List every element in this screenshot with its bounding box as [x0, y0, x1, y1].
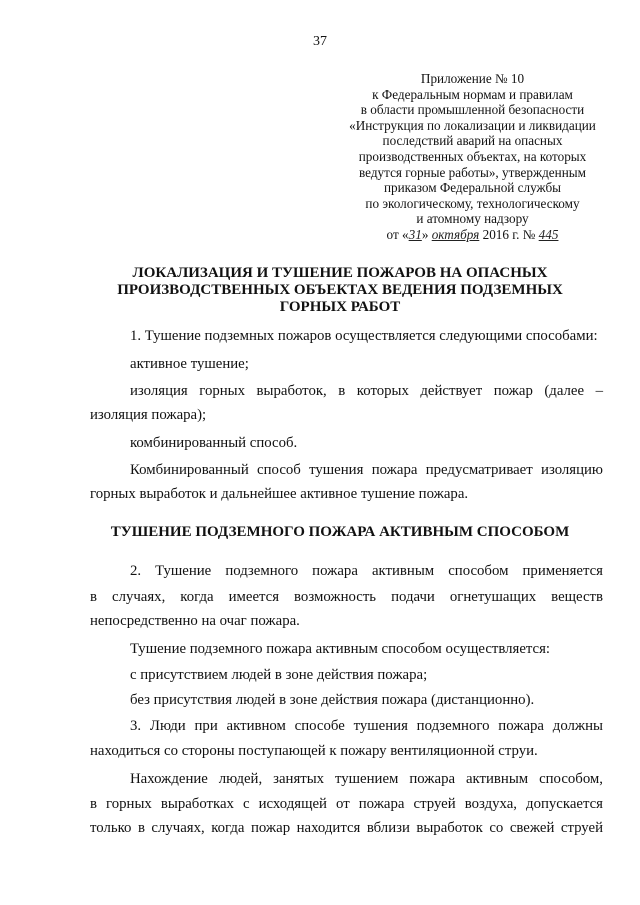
- list-item-without-people: без присутствия людей в зоне действия пожара (дистанционно).: [130, 692, 535, 708]
- appendix-line: последствий аварий на опасных: [382, 133, 563, 149]
- appendix-header: [340, 71, 605, 243]
- list-item-with-people: с присутствием людей в зоне действия пожара;: [130, 667, 428, 683]
- title-line: ЛОКАЛИЗАЦИЯ И ТУШЕНИЕ ПОЖАРОВ НА ОПАСНЫХ: [132, 265, 548, 281]
- appendix-line: к Федеральным нормам и правилам: [372, 86, 573, 102]
- paragraph-1: 1. Тушение подземных пожаров осуществляется следующими способами:: [130, 328, 598, 344]
- appendix-line: производственных объектах, на которых: [358, 148, 587, 164]
- title-line: ГОРНЫХ РАБОТ: [279, 299, 401, 315]
- appendix-line: по экологическому, технологическому: [365, 195, 580, 211]
- date-prefix: от «: [386, 226, 409, 242]
- appendix-line: ведутся горные работы», утвержденным: [359, 164, 586, 180]
- list-item-isolation-line-2: изоляция пожара);: [90, 407, 207, 423]
- paragraph-active-methods: Тушение подземного пожара активным способом осуществляется:: [130, 641, 551, 657]
- appendix-line: и атомному надзору: [416, 211, 529, 227]
- appendix-date-line: [340, 227, 605, 243]
- appendix-line: в области промышленной безопасности: [360, 102, 585, 118]
- paragraph-2-line-3: непосредственно на очаг пожара.: [90, 613, 300, 629]
- paragraph-4-line-2: в горных выработках с исходящей от пожара струей воздуха, допускается: [90, 796, 603, 812]
- page-number: 37: [313, 34, 327, 49]
- title-line: ПРОИЗВОДСТВЕННЫХ ОБЪЕКТАХ ВЕДЕНИЯ ПОДЗЕМНЫХ: [117, 282, 563, 298]
- paragraph-3-line-1: 3. Люди при активном способе тушения подземного пожара должны: [130, 718, 603, 734]
- list-item-active: активное тушение;: [130, 356, 249, 372]
- paragraph-2-line-2: в случаях, когда имеется возможность подачи огнетушащих веществ: [90, 589, 603, 605]
- handwritten-day: 31: [408, 226, 422, 242]
- paragraph-combined-line-1: Комбинированный способ тушения пожара предусматривает изоляцию: [130, 462, 603, 478]
- list-item-combined: комбинированный способ.: [130, 435, 298, 451]
- paragraph-4-line-1: Нахождение людей, занятых тушением пожара активным способом,: [130, 771, 603, 787]
- paragraph-combined-line-2: горных выработок и дальнейшее активное тушение пожара.: [90, 486, 469, 502]
- date-year: 2016 г. №: [482, 226, 536, 242]
- handwritten-order-number: 445: [538, 226, 559, 242]
- date-mid: »: [421, 226, 429, 242]
- section-heading: ТУШЕНИЕ ПОДЗЕМНОГО ПОЖАРА АКТИВНЫМ СПОСОБОМ: [110, 524, 570, 540]
- appendix-line: Приложение № 10: [420, 71, 525, 86]
- paragraph-2-line-1: 2. Тушение подземного пожара активным способом применяется: [130, 563, 603, 579]
- appendix-line: приказом Федеральной службы: [383, 180, 562, 196]
- paragraph-3-line-2: находиться со стороны поступающей к пожару вентиляционной струи.: [90, 743, 538, 759]
- document-title: [100, 265, 580, 316]
- handwritten-month: октября: [431, 226, 480, 242]
- list-item-isolation-line-1: изоляция горных выработок, в которых действует пожар (далее –: [130, 383, 603, 399]
- appendix-line: «Инструкция по локализации и ликвидации: [349, 117, 596, 133]
- paragraph-4-line-3: только в случаях, когда пожар находится вблизи выработок со свежей струей: [90, 820, 603, 836]
